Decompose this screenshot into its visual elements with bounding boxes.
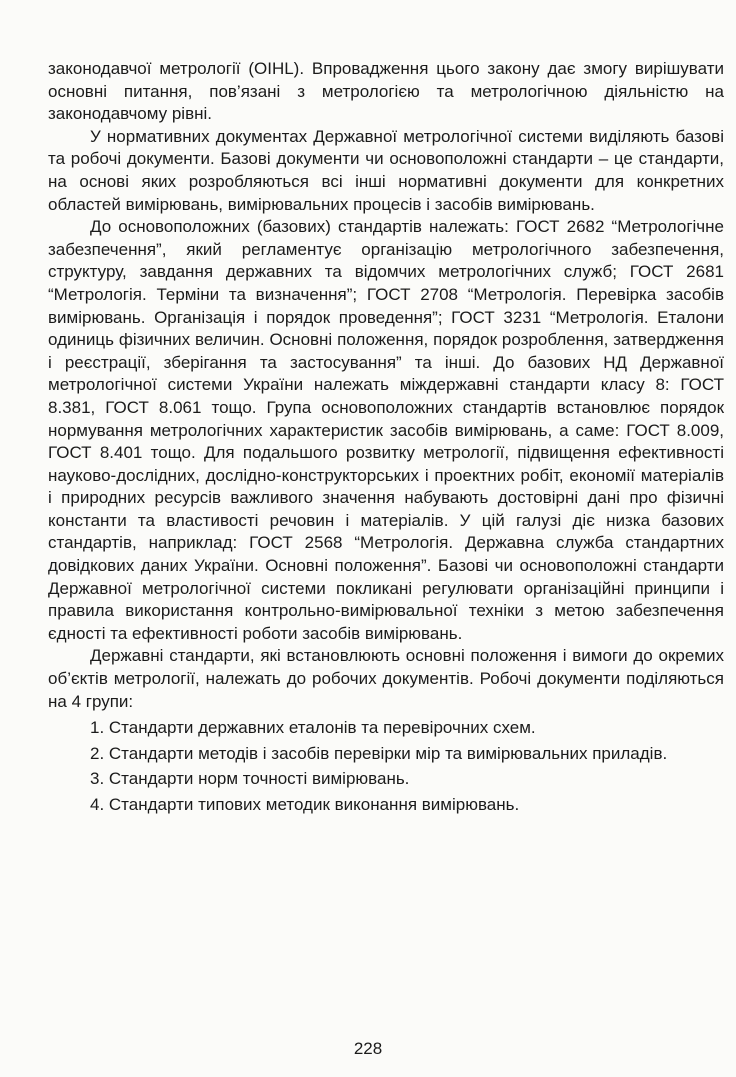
paragraph-base-standards: До основоположних (базових) стандартів належать: ГОСТ 2682 “Метрологічне забезпечення”, який регламентує організацію метрологічного забезпечення, структуру, завдання державних та відомчих метрологічних служб; ГОСТ 2681 “Метрологія. Терміни та визначення”; ГОСТ 2708 “Метрологія. Перевірка засобів вимірювань. Організація і порядок проведення”; ГОСТ 3231 “Метрологія. Еталони одиниць фізичних величин. Основні положення, порядок розроблення, затвердження і реєстрації, зберігання та застосування” та інші. До базових НД Державної метрологічної системи України належать міждержавні стандарти класу 8: ГОСТ 8.381, ГОСТ 8.061 тощо. Група основоположних стандартів встановлює порядок нормування метрологічних характеристик засобів вимірювань, а саме: ГОСТ 8.009, ГОСТ 8.401 тощо. Для подальшого розвитку метрології, підвищення ефективності науково-дослідних, дослідно-конструкторських і проектних робіт, економії матеріалів і природних ресурсів важливого значення набувають достовірні дані про фізичні константи та властивості речовин і матеріалів. У цій галузі діє низка базових стандартів, наприклад: ГОСТ 2568 “Метрологія. Державна служба стандартних довідкових даних України. Основні положення”. Базові чи основоположні стандарти Державної метрологічної системи покликані регулювати організаційні принципи і правила використання контрольно-вимірювальної техніки з метою забезпечення єдності та ефективності роботи засобів вимірювань. — [48, 217, 724, 643]
paragraph-continuation: законодавчої метрології (OIHL). Впровадження цього закону дає змогу вирішувати основні питання, пов’язані з метрологією та метрологічною діяльністю на законодавчому рівні. — [48, 59, 724, 124]
paragraph-working-documents: Державні стандарти, які встановлюють основні положення і вимоги до окремих об’єктів метрології, належать до робочих документів. Робочі документи поділяються на 4 групи: — [48, 646, 724, 711]
paragraph-documents: У нормативних документах Державної метрологічної системи виділяють базові та робочі документи. Базові документи чи основоположні стандарти – це стандарти, на основі яких розробляються всі інші нормативні документи для конкретних областей вимірювань, вимірювальних процесів і засобів вимірювань. — [48, 126, 724, 214]
list-item: 3. Стандарти норм точності вимірювань. — [90, 769, 410, 789]
page-number: 228 — [353, 1039, 383, 1058]
document-groups-list — [48, 717, 724, 816]
page-body — [48, 58, 724, 820]
list-item: 2. Стандарти методів і засобів перевірки мір та вимірювальних приладів. — [90, 743, 668, 763]
list-item: 1. Стандарти державних еталонів та перевірочних схем. — [90, 718, 536, 738]
list-item: 4. Стандарти типових методик виконання вимірювань. — [90, 795, 520, 814]
